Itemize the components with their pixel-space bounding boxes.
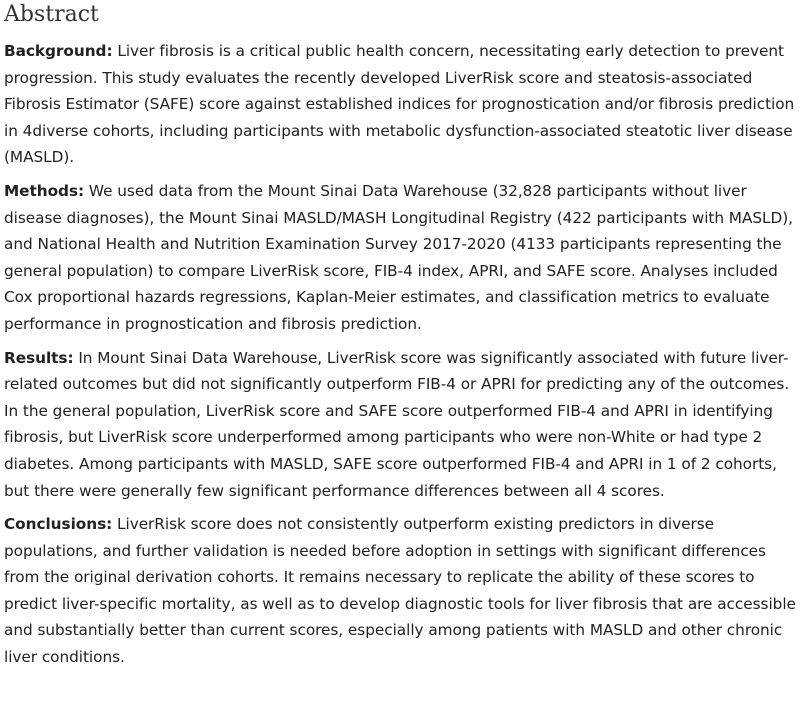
methods-paragraph: [4, 178, 804, 338]
methods-text: We used data from the Mount Sinai Data Warehouse (32,828 participants without liver disease diagnoses), the Mount Sinai MASLD/MASH Longitudinal Registry (422 participants with MASLD), and National Health and Nutrition Examination Survey 2017-2020 (4133 participants representing the general population) to compare LiverRisk score, FIB-4 index, APRI, and SAFE score. Analyses included Cox proportional hazards regressions, Kaplan-Meier estimates, and classification metrics to evaluate performance in prognostication and fibrosis prediction.: [4, 181, 793, 333]
results-paragraph: [4, 345, 804, 505]
results-label: Results:: [4, 348, 74, 367]
background-text: Liver fibrosis is a critical public health concern, necessitating early detection to prevent progression. This study evaluates the recently developed LiverRisk score and steatosis-associated Fibrosis Estimator (SAFE) score against established indices for prognostication and/or fibrosis prediction in 4diverse cohorts, including participants with metabolic dysfunction-associated steatotic liver disease (MASLD).: [4, 42, 795, 167]
background-label: Background:: [4, 42, 113, 60]
abstract-heading: Abstract: [4, 2, 99, 27]
methods-label: Methods:: [4, 181, 85, 200]
results-text: In Mount Sinai Data Warehouse, LiverRisk score was significantly associated with future liver-related outcomes but did not significantly outperform FIB-4 or APRI for predicting any of the outcomes. In the general population, LiverRisk score and SAFE score outperformed FIB-4 and APRI in identifying fibrosis, but LiverRisk score underperformed among participants who were non-White or had type 2 diabetes. Among participants with MASLD, SAFE score outperformed FIB-4 and APRI in 1 of 2 cohorts, but there were generally few significant performance differences between all 4 scores.: [4, 348, 790, 500]
conclusions-paragraph: [4, 511, 804, 671]
background-paragraph: [4, 38, 804, 171]
conclusions-label: Conclusions:: [4, 515, 113, 534]
abstract-section: [4, 0, 804, 678]
conclusions-text: LiverRisk score does not consistently outperform existing predictors in diverse populations, and further validation is needed before adoption in settings with significant differences from the original derivation cohorts. It remains necessary to replicate the ability of these scores to predict liver-specific mortality, as well as to develop diagnostic tools for liver fibrosis that are accessible and substantially better than current scores, especially among patients with MASLD and other chronic liver conditions.: [4, 515, 796, 667]
